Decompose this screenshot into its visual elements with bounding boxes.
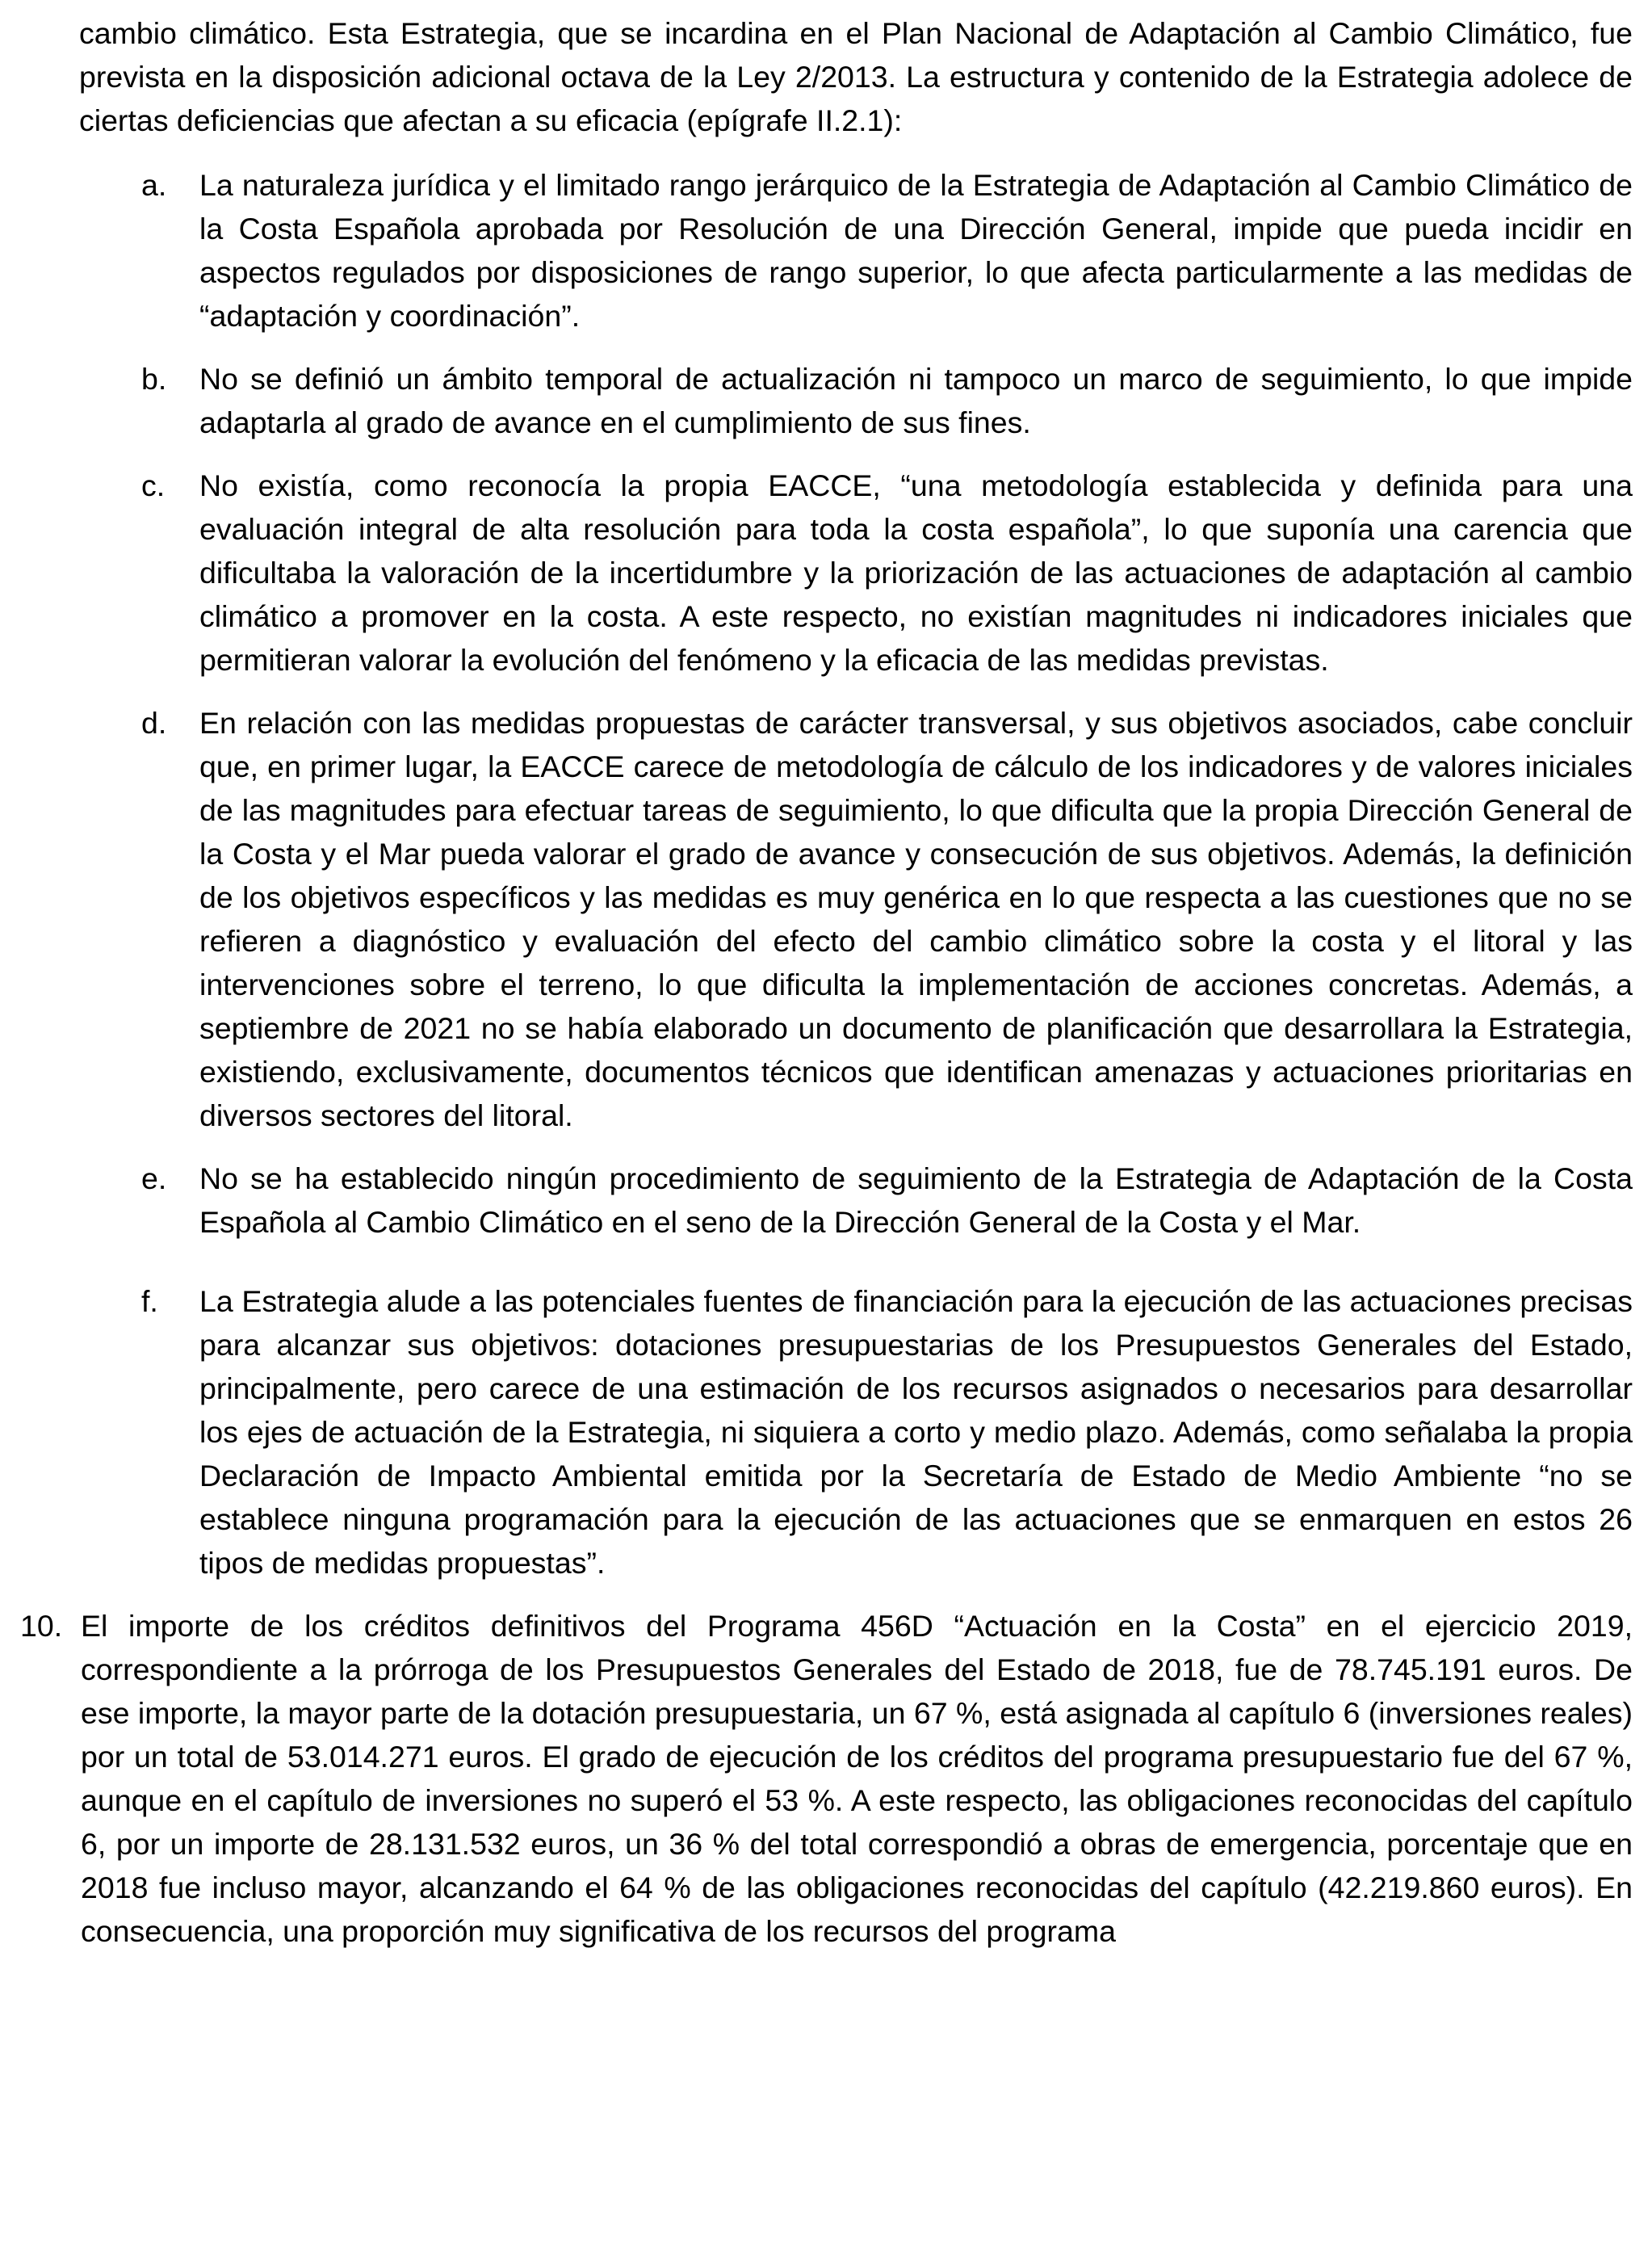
list-item-a-text: La naturaleza jurídica y el limitado rango jerárquico de la Estrategia de Adaptación al Cambio Climático de la Costa Española aprobada por Resolución de una Dirección General, impide que pueda incidir en aspectos regulados por disposiciones de rango superior, lo que afecta particularmente a las medidas de “adaptación y coordinación”. <box>199 168 1633 333</box>
list-marker-e: e. <box>141 1161 167 1195</box>
list-marker-a: a. <box>141 168 167 202</box>
list-item-e <box>141 1157 1633 1244</box>
list-item-e-text: No se ha establecido ningún procedimiento de seguimiento de la Estrategia de Adaptación de la Costa Española al Cambio Climático en el seno de la Dirección General de la Costa y el Mar. <box>199 1161 1633 1239</box>
list-item-f-text: La Estrategia alude a las potenciales fuentes de financiación para la ejecución de las actuaciones precisas para alcanzar sus objetivos: dotaciones presupuestarias de los Presupuestos Generales del Estado, principalmente, pero carece de una estimación de los recursos asignados o necesarios para desarrollar los ejes de actuación de la Estrategia, ni siquiera a corto y medio plazo. Además, como señalaba la propia Declaración de Impacto Ambiental emitida por la Secretaría de Estado de Medio Ambiente “no se establece ninguna programación para la ejecución de las actuaciones que se enmarquen en estos 26 tipos de medidas propuestas”. <box>199 1284 1633 1580</box>
list-item-a <box>141 163 1633 338</box>
numbered-item-10 <box>20 1604 1633 1953</box>
list-item-d-text: En relación con las medidas propuestas de carácter transversal, y sus objetivos asociados, cabe concluir que, en primer lugar, la EACCE carece de metodología de cálculo de los indicadores y de valores iniciales de las magnitudes para efectuar tareas de seguimiento, lo que dificulta que la propia Dirección General de la Costa y el Mar pueda valorar el grado de avance y consecución de sus objetivos. Además, la definición de los objetivos específicos y las medidas es muy genérica en lo que respecta a las cuestiones que no se refieren a diagnóstico y evaluación del efecto del cambio climático sobre la costa y el litoral y las intervenciones sobre el terreno, lo que dificulta la implementación de acciones concretas. Además, a septiembre de 2021 no se había elaborado un documento de planificación que desarrollara la Estrategia, existiendo, exclusivamente, documentos técnicos que identifican amenazas y actuaciones prioritarias en diversos sectores del litoral. <box>199 706 1633 1132</box>
list-item-b <box>141 357 1633 444</box>
list-marker-b: b. <box>141 362 167 396</box>
list-marker-f: f. <box>141 1284 158 1318</box>
numbered-item-10-marker: 10. <box>20 1609 63 1643</box>
list-marker-d: d. <box>141 706 167 740</box>
list-item-f <box>141 1279 1633 1585</box>
list-marker-c: c. <box>141 468 166 502</box>
list-item-d <box>141 701 1633 1137</box>
list-item-b-text: No se definió un ámbito temporal de actualización ni tampoco un marco de seguimiento, lo que impide adaptarla al grado de avance en el cumplimiento de sus fines. <box>199 362 1633 439</box>
list-item-c <box>141 464 1633 682</box>
numbered-item-10-text: El importe de los créditos definitivos del Programa 456D “Actuación en la Costa” en el ejercicio 2019, correspondiente a la prórroga de los Presupuestos Generales del Estado de 2018, fue de 78.745.191 euros. De ese importe, la mayor parte de la dotación presupuestaria, un 67 %, está asignada al capítulo 6 (inversiones reales) por un total de 53.014.271 euros. El grado de ejecución de los créditos del programa presupuestario fue del 67 %, aunque en el capítulo de inversiones no superó el 53 %. A este respecto, las obligaciones reconocidas del capítulo 6, por un importe de 28.131.532 euros, un 36 % del total correspondió a obras de emergencia, porcentaje que en 2018 fue incluso mayor, alcanzando el 64 % de las obligaciones reconocidas del capítulo (42.219.860 euros). En consecuencia, una proporción muy significativa de los recursos del programa <box>81 1609 1633 1948</box>
list-item-c-text: No existía, como reconocía la propia EACCE, “una metodología establecida y definida para una evaluación integral de alta resolución para toda la costa española”, lo que suponía una carencia que dificultaba la valoración de la incertidumbre y la priorización de las actuaciones de adaptación al cambio climático a promover en la costa. A este respecto, no existían magnitudes ni indicadores iniciales que permitieran valorar la evolución del fenómeno y la eficacia de las medidas previstas. <box>199 468 1633 677</box>
lettered-list <box>20 163 1633 1585</box>
intro-paragraph: cambio climático. Esta Estrategia, que se incardina en el Plan Nacional de Adaptación al Cambio Climático, fue prevista en la disposición adicional octava de la Ley 2/2013. La estructura y contenido de la Estrategia adolece de ciertas deficiencias que afectan a su eficacia (epígrafe II.2.1): <box>79 16 1633 137</box>
